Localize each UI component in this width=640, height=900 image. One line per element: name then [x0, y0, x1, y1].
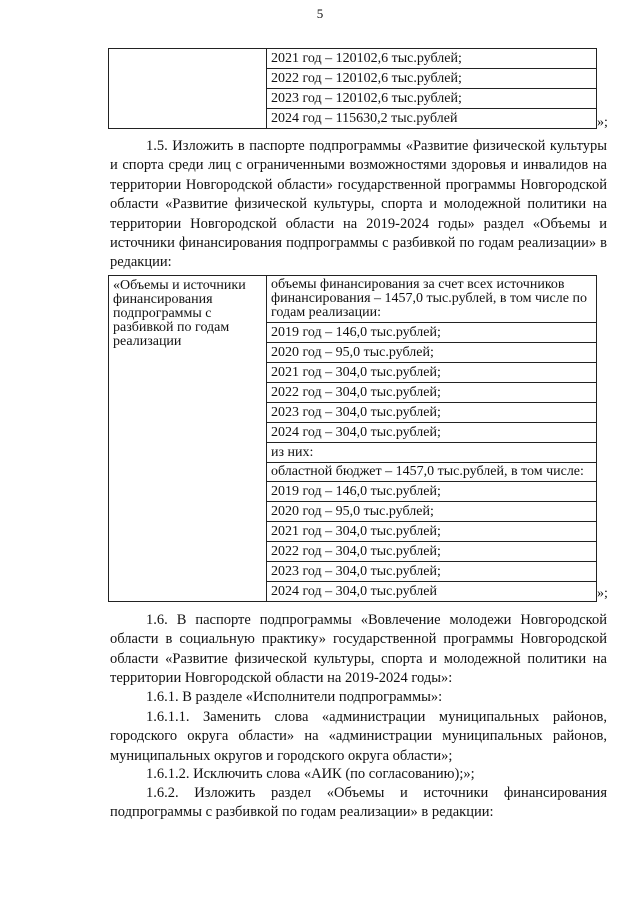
table2-line: 2020 год – 95,0 тыс.рублей;: [267, 502, 596, 522]
paragraph-1-6-2: 1.6.2. Изложить раздел «Объемы и источники финансирования подпрограммы с разбивкой по годам реализации» в редакции:: [110, 785, 607, 821]
table2-line: 2021 год – 304,0 тыс.рублей;: [267, 363, 596, 383]
table2-line: областной бюджет – 1457,0 тыс.рублей, в том числе:: [267, 463, 596, 482]
paragraph-1-5: 1.5. Изложить в паспорте подпрограммы «Развитие физической культуры и спорта среди лиц с ограниченными возможностями здоровья и инвалидов на территории Новгородской области» государственной программы Новгородской области «Развитие физической культуры, спорта и молодежной политики на территории Новгородской области на 2019-2024 годы» раздел «Объемы и источники финансирования подпрограммы с разбивкой по годам реализации» в редакции:: [110, 138, 607, 271]
table2-line: 2022 год – 304,0 тыс.рублей;: [267, 383, 596, 403]
table2-line: из них:: [267, 443, 596, 463]
paragraph-1-6-1-1: 1.6.1.1. Заменить слова «администрации муниципальных районов, городского округа области» на «администрации муниципальных районов, муниципальных округов и городского округа области»;: [110, 709, 607, 764]
table2-line: 2024 год – 304,0 тыс.рублей;: [267, 423, 596, 443]
paragraph-1-6: 1.6. В паспорте подпрограммы «Вовлечение молодежи Новгородской области в социальную практику» государственной программы Новгородской области «Развитие физической культуры, спорта и молодежной политики на территории Новгородской области на 2019-2024 годы»:: [110, 612, 607, 687]
table2-line: 2021 год – 304,0 тыс.рублей;: [267, 522, 596, 542]
page-number: 5: [316, 6, 324, 21]
table1-line: 2023 год – 120102,6 тыс.рублей;: [267, 89, 596, 109]
table2-line: 2020 год – 95,0 тыс.рублей;: [267, 343, 596, 363]
table2-line: 2022 год – 304,0 тыс.рублей;: [267, 542, 596, 562]
table2-line: 2023 год – 304,0 тыс.рублей;: [267, 562, 596, 582]
table2-line: 2019 год – 146,0 тыс.рублей;: [267, 323, 596, 343]
table2-heading-cell: «Объемы и источники финансирования подпрограммы с разбивкой по годам реализации: [109, 276, 267, 602]
table1-empty-cell: [109, 49, 267, 129]
table2-closing-quote: »;: [597, 586, 608, 601]
funding-table: [108, 275, 597, 602]
funding-table-continued: [108, 48, 597, 129]
table1-years-cell: [267, 49, 597, 129]
table1-closing-quote: »;: [597, 115, 608, 130]
paragraph-1-6-1: 1.6.1. В разделе «Исполнители подпрограммы»:: [146, 689, 443, 705]
table1-line: 2024 год – 115630,2 тыс.рублей: [271, 111, 458, 126]
table2-line: 2023 год – 304,0 тыс.рублей;: [267, 403, 596, 423]
table1-line: 2021 год – 120102,6 тыс.рублей;: [267, 49, 596, 69]
table1-line: 2022 год – 120102,6 тыс.рублей;: [267, 69, 596, 89]
table2-line: объемы финансирования за счет всех источников финансирования – 1457,0 тыс.рублей, в том числе по годам реализации:: [267, 276, 596, 323]
table2-line: 2024 год – 304,0 тыс.рублей: [271, 584, 437, 599]
table2-line: 2019 год – 146,0 тыс.рублей;: [267, 482, 596, 502]
table2-values-cell: [267, 276, 597, 602]
paragraph-1-6-1-2: 1.6.1.2. Исключить слова «АИК (по согласованию);»;: [146, 766, 475, 782]
